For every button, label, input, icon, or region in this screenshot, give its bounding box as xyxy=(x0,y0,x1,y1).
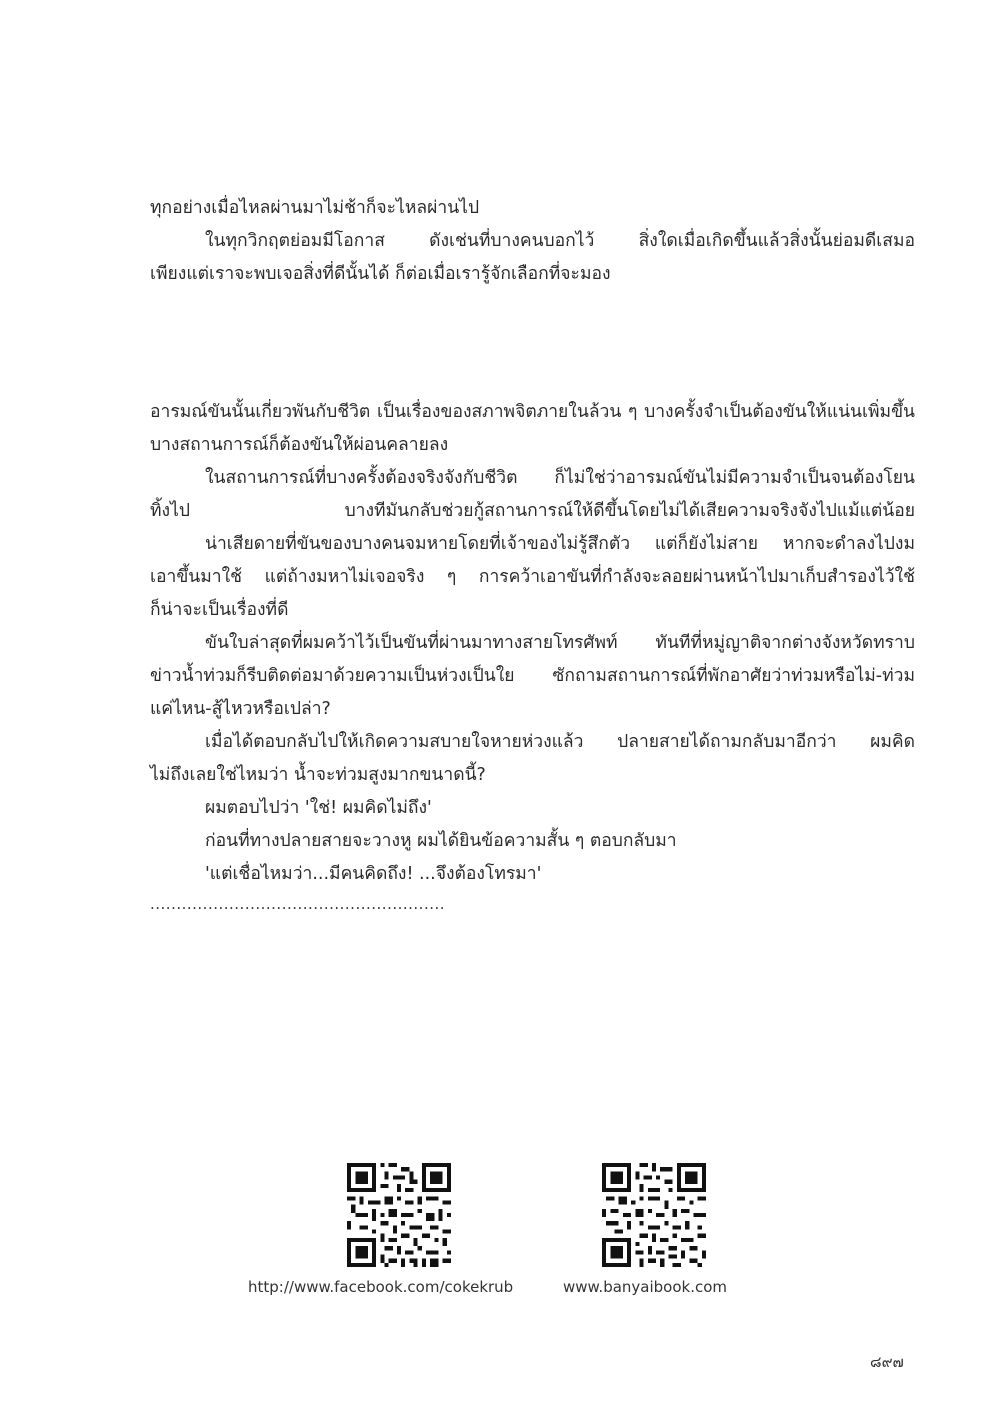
paragraph-line: ไม่ถึงเลยใช่ไหมว่า น้ำจะท่วมสูงมากขนาดนี้? xyxy=(150,765,486,785)
facebook-link[interactable]: http://www.facebook.com/cokekrub xyxy=(248,1278,514,1296)
paragraph-line: เพียงแต่เราจะพบเจอสิ่งที่ดีนั้นได้ ก็ต่อเมื่อเรารู้จักเลือกที่จะมอง xyxy=(150,264,611,284)
opening-passage xyxy=(150,192,915,291)
paragraph-line: ผมตอบไปว่า 'ใช่! ผมคิดไม่ถึง' xyxy=(205,798,432,818)
paragraph-line: ก็น่าจะเป็นเรื่องที่ดี xyxy=(150,600,289,620)
humor-passage xyxy=(150,396,915,915)
paragraph-line: ทุกอย่างเมื่อไหลผ่านมาไม่ช้าก็จะไหลผ่านไป xyxy=(150,198,480,218)
qr-code-facebook xyxy=(347,1163,451,1267)
dotted-rule: ........................................................ xyxy=(150,895,446,913)
paragraph-line: ในทุกวิกฤตย่อมมีโอกาส ดังเช่นที่บางคนบอกไว้ สิ่งใดเมื่อเกิดขึ้นแล้วสิ่งนั้นย่อมดีเสมอ xyxy=(205,231,915,251)
page-number: ๘๙๗ xyxy=(870,1353,904,1371)
paragraph-line: บางสถานการณ์ก็ต้องขันให้ผ่อนคลายลง xyxy=(150,435,449,455)
paragraph-line: น่าเสียดายที่ขันของบางคนจมหายโดยที่เจ้าของไม่รู้สึกตัว แต่ก็ยังไม่สาย หากจะดำลงไปงม xyxy=(205,534,915,554)
website-link[interactable]: www.banyaibook.com xyxy=(563,1278,728,1296)
paragraph-line: เอาขึ้นมาใช้ แต่ถ้างมหาไม่เจอจริง ๆ การคว้าเอาขันที่กำลังจะลอยผ่านหน้าไปมาเก็บสำรองไว้ใช้ xyxy=(150,567,915,587)
paragraph-line: อารมณ์ขันนั้นเกี่ยวพันกับชีวิต เป็นเรื่องของสภาพจิตภายในล้วน ๆ บางครั้งจำเป็นต้องขันให้แน่นเพิ่มขึ้น xyxy=(150,402,915,422)
qr-code-banyaibook xyxy=(602,1163,706,1267)
paragraph-line: ก่อนที่ทางปลายสายจะวางหู ผมได้ยินข้อความสั้น ๆ ตอบกลับมา xyxy=(205,831,677,851)
paragraph-line: แค่ไหน-สู้ไหวหรือเปล่า? xyxy=(150,699,331,719)
paragraph-line: เมื่อได้ตอบกลับไปให้เกิดความสบายใจหายห่วงแล้ว ปลายสายได้ถามกลับมาอีกว่า ผมคิด xyxy=(205,732,915,752)
paragraph-line: ทิ้งไป บางทีมันกลับช่วยกู้สถานการณ์ให้ดีขึ้นโดยไม่ได้เสียความจริงจังไปแม้แต่น้อย xyxy=(150,501,915,521)
paragraph-line: 'แต่เชื่อไหมว่า...มีคนคิดถึง! ...จึงต้องโทรมา' xyxy=(205,864,542,884)
paragraph-line: ข่าวน้ำท่วมก็รีบติดต่อมาด้วยความเป็นห่วงเป็นใย ซักถามสถานการณ์ที่พักอาศัยว่าท่วมหรือไม่-ท่วม xyxy=(150,666,915,686)
paragraph-line: ในสถานการณ์ที่บางครั้งต้องจริงจังกับชีวิต ก็ไม่ใช่ว่าอารมณ์ขันไม่มีความจำเป็นจนต้องโยน xyxy=(205,468,915,488)
paragraph-line: ขันใบล่าสุดที่ผมคว้าไว้เป็นขันที่ผ่านมาทางสายโทรศัพท์ ทันทีที่หมู่ญาติจากต่างจังหวัดทราบ xyxy=(205,633,915,653)
